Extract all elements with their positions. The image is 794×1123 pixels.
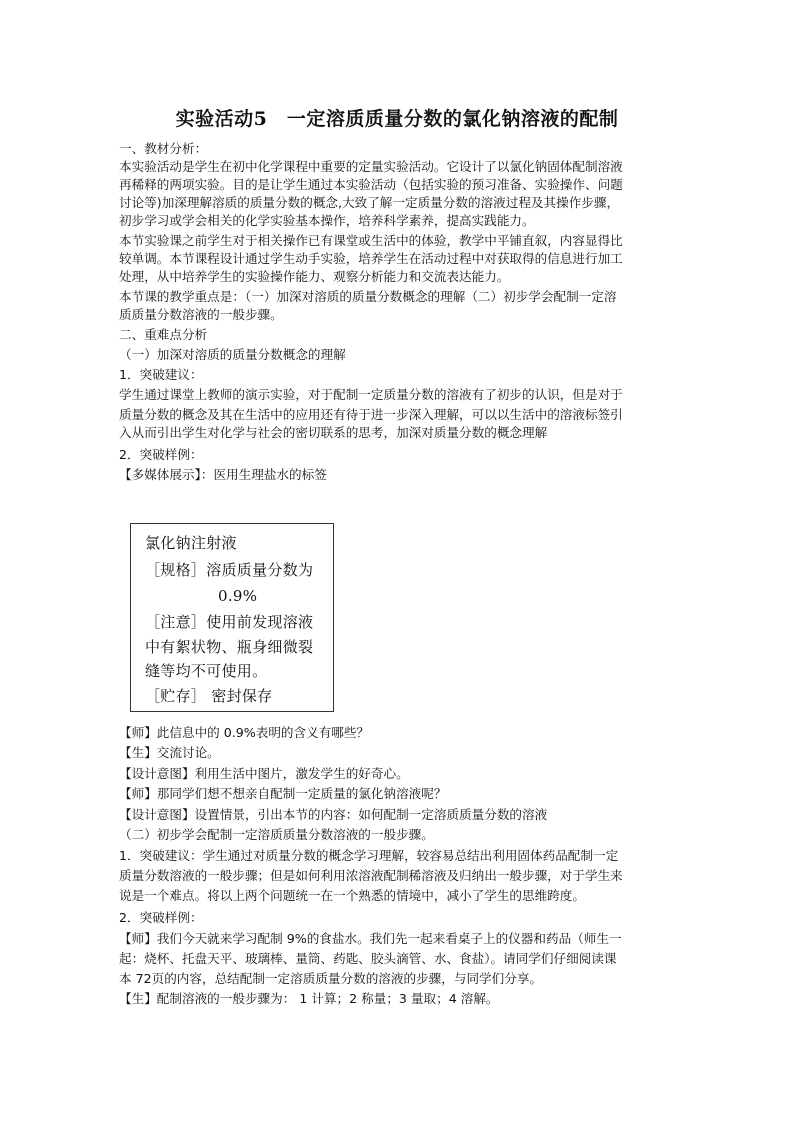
- label-line: 缝等均不可使用。: [145, 662, 268, 680]
- section-heading: 一、教材分析：: [119, 141, 208, 156]
- paragraph-line: 较单调。本节课程设计通过学生动手实验，培养学生在活动过程中对获取得的信息进行加工: [119, 251, 623, 266]
- paragraph-line: 【设计意图】设置情景，引出本节的内容：如何配制一定溶质质量分数的溶液: [119, 807, 548, 822]
- paragraph-line: 【设计意图】利用生活中图片，激发学生的好奇心。: [119, 766, 409, 781]
- label-line: 0.9%: [218, 587, 258, 605]
- paragraph-line: 【师】那同学们想不想亲自配制一定质量的氯化钠溶液呢？: [119, 786, 447, 801]
- label-line: ［规格］溶质质量分数为: [145, 561, 314, 579]
- document-title: 实验活动5 一定溶质质量分数的氯化钠溶液的配制: [175, 108, 619, 130]
- item-heading: 2．突破样例：: [119, 910, 203, 925]
- paragraph-line: 【师】我们今天就来学习配制 9%的食盐水。我们先一起来看桌子上的仪器和药品（师生一: [119, 931, 622, 946]
- label-line: 氯化钠注射液: [145, 534, 237, 552]
- paragraph-line: 处理，从中培养学生的实验操作能力、观察分析能力和交流表达能力。: [119, 269, 510, 284]
- paragraph-line: 本节课的教学重点是：（一）加深对溶质的质量分数概念的理解（二）初步学会配制一定溶: [119, 289, 617, 304]
- paragraph-line: 再稀释的两项实验。目的是让学生通过本实验活动（包括实验的预习准备、实验操作、问题: [119, 177, 623, 192]
- paragraph-line: 质量分数溶液的一般步骤；但是如何利用浓溶液配制稀溶液及归纳出一般步骤，对于学生来: [119, 868, 623, 883]
- item-heading: 1．突破建议：: [119, 367, 203, 382]
- subsection-heading: （二）初步学会配制一定溶质质量分数溶液的一般步骤。: [119, 827, 434, 842]
- item-heading: 2．突破样例：: [119, 447, 203, 462]
- paragraph-line: 质质量分数溶液的一般步骤。: [119, 307, 283, 322]
- paragraph-line: 初步学习或学会相关的化学实验基本操作，培养科学素养，提高实践能力。: [119, 213, 535, 228]
- paragraph-line: 【生】交流讨论。: [119, 745, 220, 760]
- subsection-heading: （一）加深对溶质的质量分数概念的理解: [119, 347, 346, 362]
- paragraph-line: 入从而引出学生对化学与社会的密切联系的思考，加深对质量分数的概念理解: [119, 425, 548, 440]
- paragraph-line: 起：烧杯、托盘天平、玻璃棒、量筒、药匙、胶头滴管、水、食盐）。请同学们仔细阅读课: [119, 951, 617, 966]
- label-line: ［贮存］ 密封保存: [145, 687, 273, 705]
- paragraph-line: 【多媒体展示】：医用生理盐水的标签: [119, 467, 327, 482]
- paragraph-line: 【师】此信息中的 0.9%表明的含义有哪些？: [119, 725, 370, 740]
- label-line: 中有絮状物、瓶身细微裂: [145, 638, 314, 656]
- paragraph-line: 质量分数的概念及其在生活中的应用还有待于进一步深入理解，可以以生活中的溶液标签引: [119, 407, 623, 422]
- paragraph-line: 本节实验课之前学生对于相关操作已有课堂或生活中的体验，教学中平铺直叙，内容显得比: [119, 233, 623, 248]
- paragraph-line: 学生通过课堂上教师的演示实验，对于配制一定质量分数的溶液有了初步的认识，但是对于: [119, 387, 623, 402]
- paragraph-line: 本实验活动是学生在初中化学课程中重要的定量实验活动。它设计了以氯化钠固体配制溶液: [119, 159, 623, 174]
- section-heading: 二、重难点分析: [119, 327, 208, 342]
- paragraph-line: 【生】配制溶液的一般步骤为： 1 计算；2 称量；3 量取；4 溶解。: [119, 991, 499, 1006]
- paragraph-line: 本 72页的内容，总结配制一定溶质质量分数的溶液的步骤，与同学们分享。: [119, 971, 543, 986]
- paragraph-line: 1．突破建议：学生通过对质量分数的概念学习理解，较容易总结出利用固体药品配制一定: [119, 848, 619, 863]
- label-line: ［注意］使用前发现溶液: [145, 613, 314, 631]
- paragraph-line: 讨论等)加深理解溶质的质量分数的概念,大致了解一定质量分数的溶液过程及其操作步骤，: [119, 195, 620, 210]
- paragraph-line: 说是一个难点。将以上两个问题统一在一个熟悉的情境中，减小了学生的思维跨度。: [119, 888, 585, 903]
